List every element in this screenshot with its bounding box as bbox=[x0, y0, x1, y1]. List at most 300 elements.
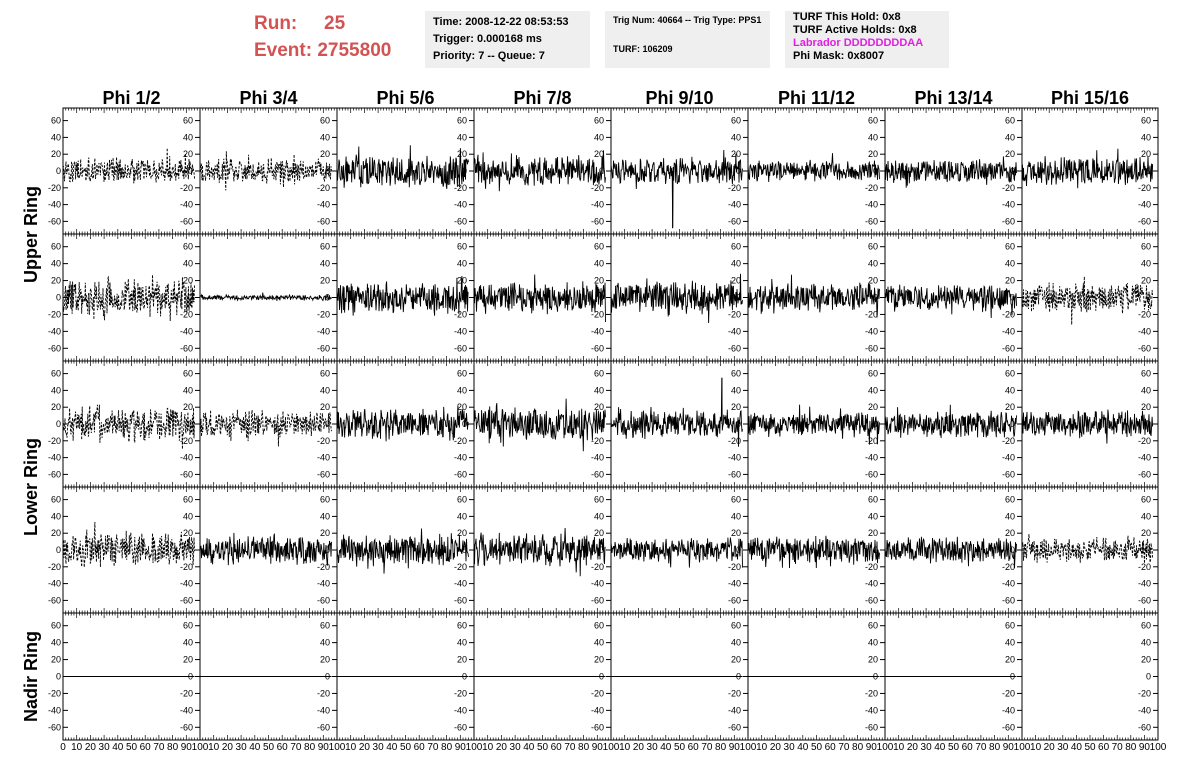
x-tick-label: 40 bbox=[112, 742, 124, 753]
y-tick-label: 40 bbox=[1140, 132, 1151, 143]
y-tick-label: -40 bbox=[179, 326, 193, 337]
x-tick-label: 100 bbox=[191, 742, 209, 753]
y-tick-label: 0 bbox=[324, 545, 330, 555]
y-tick-label: -60 bbox=[47, 343, 61, 354]
y-tick-label: 0 bbox=[1145, 545, 1151, 555]
y-tick-label: 40 bbox=[1140, 511, 1151, 522]
turf-active-holds-text: TURF Active Holds: 0x8 bbox=[793, 24, 917, 36]
waveform-trace bbox=[200, 293, 332, 301]
x-tick-label: 70 bbox=[564, 742, 576, 753]
y-tick-label: 40 bbox=[593, 132, 604, 143]
y-tick-label: 0 bbox=[461, 545, 467, 555]
y-tick-label: -20 bbox=[453, 435, 467, 446]
waveform-trace bbox=[63, 148, 195, 183]
y-tick-label: 20 bbox=[1140, 402, 1151, 413]
y-tick-label: 40 bbox=[50, 637, 61, 648]
y-tick-label: -20 bbox=[47, 182, 61, 193]
y-tick-label: 40 bbox=[50, 258, 61, 269]
x-tick-label: 70 bbox=[975, 742, 987, 753]
y-tick-label: -40 bbox=[727, 326, 741, 337]
y-tick-label: -20 bbox=[727, 309, 741, 320]
y-tick-label: 20 bbox=[319, 149, 330, 160]
y-tick-label: 60 bbox=[867, 115, 878, 126]
x-tick-label: 100 bbox=[739, 742, 757, 753]
y-tick-label: -60 bbox=[590, 216, 604, 227]
waveform-trace bbox=[611, 538, 743, 568]
y-tick-label: -40 bbox=[864, 199, 878, 210]
y-tick-label: 40 bbox=[1004, 385, 1015, 396]
y-tick-label: -60 bbox=[864, 343, 878, 354]
x-tick-label: 40 bbox=[797, 742, 809, 753]
y-tick-label: 20 bbox=[1140, 528, 1151, 539]
waveform-trace bbox=[885, 156, 1017, 187]
y-tick-label: -40 bbox=[590, 452, 604, 463]
waveform-trace bbox=[1022, 410, 1153, 444]
waveform-trace bbox=[474, 275, 606, 323]
x-tick-label: 90 bbox=[317, 742, 329, 753]
column-title-8: Phi 15/16 bbox=[1050, 88, 1130, 108]
y-tick-label: 60 bbox=[1140, 494, 1151, 505]
y-tick-label: -60 bbox=[316, 595, 330, 606]
waveform-trace bbox=[611, 274, 743, 323]
y-tick-label: -60 bbox=[1137, 595, 1151, 606]
y-tick-label: -40 bbox=[179, 199, 193, 210]
y-tick-label: 40 bbox=[182, 637, 193, 648]
y-tick-label: -20 bbox=[47, 309, 61, 320]
y-tick-label: -20 bbox=[1001, 435, 1015, 446]
waveform-trace bbox=[1022, 149, 1153, 189]
x-tick-label: 50 bbox=[399, 742, 412, 753]
x-tick-label: 50 bbox=[125, 742, 138, 753]
y-tick-label: -60 bbox=[47, 469, 61, 480]
y-tick-label: 0 bbox=[187, 419, 193, 429]
y-tick-label: -60 bbox=[864, 722, 878, 733]
y-tick-label: 40 bbox=[593, 511, 604, 522]
y-tick-label: -20 bbox=[1137, 435, 1151, 446]
x-tick-label: 20 bbox=[1043, 742, 1055, 753]
y-tick-label: -60 bbox=[453, 469, 467, 480]
y-tick-label: 40 bbox=[730, 637, 741, 648]
x-tick-label: 10 bbox=[756, 742, 768, 753]
y-tick-label: -60 bbox=[864, 469, 878, 480]
x-tick-label: 20 bbox=[84, 742, 96, 753]
y-tick-label: 40 bbox=[730, 132, 741, 143]
y-tick-label: -20 bbox=[590, 561, 604, 572]
y-tick-label: 60 bbox=[50, 494, 61, 505]
y-tick-label: -20 bbox=[316, 688, 330, 699]
y-tick-label: 0 bbox=[735, 166, 741, 176]
y-tick-label: 20 bbox=[456, 654, 467, 665]
x-tick-label: 100 bbox=[465, 742, 483, 753]
y-tick-label: 40 bbox=[1004, 132, 1015, 143]
y-tick-label: -40 bbox=[179, 705, 193, 716]
y-tick-label: 60 bbox=[319, 368, 330, 379]
y-tick-label: -20 bbox=[727, 561, 741, 572]
y-tick-label: 60 bbox=[1140, 620, 1151, 631]
y-tick-label: 20 bbox=[730, 528, 741, 539]
y-tick-label: 40 bbox=[593, 637, 604, 648]
x-tick-label: 90 bbox=[728, 742, 740, 753]
y-tick-label: 0 bbox=[735, 419, 741, 429]
y-tick-label: -60 bbox=[47, 595, 61, 606]
x-tick-label: 70 bbox=[838, 742, 850, 753]
panel-frame bbox=[1022, 613, 1158, 740]
y-tick-label: 40 bbox=[730, 258, 741, 269]
y-tick-label: -40 bbox=[1001, 199, 1015, 210]
y-tick-label: -60 bbox=[590, 343, 604, 354]
x-tick-label: 10 bbox=[345, 742, 357, 753]
y-tick-label: 20 bbox=[593, 528, 604, 539]
y-tick-label: -20 bbox=[1001, 561, 1015, 572]
y-tick-label: -40 bbox=[179, 578, 193, 589]
y-tick-label: 20 bbox=[182, 149, 193, 160]
x-tick-label: 80 bbox=[989, 742, 1001, 753]
x-tick-label: 50 bbox=[1084, 742, 1096, 753]
y-tick-label: 60 bbox=[730, 368, 741, 379]
y-tick-label: -40 bbox=[316, 705, 330, 716]
y-tick-label: -20 bbox=[864, 561, 878, 572]
y-tick-label: 0 bbox=[1009, 292, 1015, 303]
x-tick-label: 10 bbox=[71, 742, 83, 753]
y-tick-label: 0 bbox=[324, 292, 330, 303]
run-label: Run: bbox=[254, 13, 298, 34]
x-tick-label: 30 bbox=[646, 742, 658, 753]
y-tick-label: 0 bbox=[598, 671, 604, 682]
x-tick-label: 80 bbox=[578, 742, 590, 753]
y-tick-label: 0 bbox=[598, 419, 604, 429]
y-tick-label: -20 bbox=[590, 688, 604, 699]
y-tick-label: -60 bbox=[727, 469, 741, 480]
x-tick-label: 60 bbox=[687, 742, 699, 753]
column-title-1: Phi 1/2 bbox=[102, 88, 161, 108]
y-tick-label: -60 bbox=[453, 595, 467, 606]
y-tick-label: 20 bbox=[730, 149, 741, 160]
y-tick-label: 20 bbox=[319, 275, 330, 286]
y-tick-label: 40 bbox=[319, 637, 330, 648]
x-tick-label: 90 bbox=[454, 742, 466, 753]
y-tick-label: 20 bbox=[593, 654, 604, 665]
turf-this-hold-text: TURF This Hold: 0x8 bbox=[793, 11, 901, 23]
y-tick-label: -40 bbox=[1137, 452, 1151, 463]
y-tick-label: 60 bbox=[867, 620, 878, 631]
y-tick-label: 40 bbox=[867, 258, 878, 269]
labrador-text: Labrador DDDDDDDDAA bbox=[793, 37, 924, 49]
y-tick-label: -40 bbox=[864, 452, 878, 463]
y-tick-label: -40 bbox=[316, 452, 330, 463]
waveform-trace bbox=[200, 533, 332, 566]
y-tick-label: 40 bbox=[1140, 385, 1151, 396]
x-tick-label: 50 bbox=[262, 742, 275, 753]
y-tick-label: 60 bbox=[1004, 115, 1015, 126]
y-tick-label: -40 bbox=[453, 452, 467, 463]
column-title-5: Phi 9/10 bbox=[645, 88, 714, 108]
y-tick-label: -20 bbox=[453, 561, 467, 572]
y-tick-label: 20 bbox=[50, 402, 61, 413]
y-tick-label: -20 bbox=[1137, 309, 1151, 320]
y-tick-label: 60 bbox=[593, 368, 604, 379]
y-tick-label: -20 bbox=[179, 182, 193, 193]
x-tick-label: 80 bbox=[852, 742, 864, 753]
x-tick-label: 50 bbox=[673, 742, 686, 753]
y-tick-label: 60 bbox=[1004, 241, 1015, 252]
y-tick-label: 40 bbox=[50, 385, 61, 396]
y-tick-label: -20 bbox=[727, 182, 741, 193]
y-tick-label: 40 bbox=[456, 511, 467, 522]
y-tick-label: -60 bbox=[453, 216, 467, 227]
y-tick-label: -20 bbox=[864, 435, 878, 446]
priority-text: Priority: 7 -- Queue: 7 bbox=[433, 50, 545, 62]
y-tick-label: -60 bbox=[864, 216, 878, 227]
y-tick-label: 0 bbox=[1009, 166, 1015, 176]
y-tick-label: 0 bbox=[598, 545, 604, 555]
y-tick-label: 60 bbox=[593, 494, 604, 505]
waveform-trace bbox=[748, 153, 880, 182]
y-tick-label: 40 bbox=[1004, 258, 1015, 269]
y-tick-label: 60 bbox=[319, 620, 330, 631]
y-tick-label: -60 bbox=[727, 216, 741, 227]
y-tick-label: -40 bbox=[47, 199, 61, 210]
y-tick-label: 60 bbox=[1004, 620, 1015, 631]
y-tick-label: -60 bbox=[590, 469, 604, 480]
y-tick-label: -60 bbox=[453, 722, 467, 733]
y-tick-label: 20 bbox=[319, 654, 330, 665]
y-tick-label: -40 bbox=[179, 452, 193, 463]
y-tick-label: 40 bbox=[593, 258, 604, 269]
x-tick-label: 80 bbox=[715, 742, 727, 753]
y-tick-label: 0 bbox=[1145, 292, 1151, 303]
y-tick-label: -20 bbox=[1001, 182, 1015, 193]
y-tick-label: 0 bbox=[598, 166, 604, 176]
y-tick-label: 40 bbox=[50, 511, 61, 522]
y-tick-label: 40 bbox=[730, 511, 741, 522]
y-tick-label: -20 bbox=[590, 309, 604, 320]
y-tick-label: -40 bbox=[1137, 326, 1151, 337]
y-tick-label: 0 bbox=[187, 292, 193, 303]
y-tick-label: -20 bbox=[179, 309, 193, 320]
x-tick-label: 90 bbox=[1002, 742, 1014, 753]
y-tick-label: 60 bbox=[182, 241, 193, 252]
y-tick-label: -40 bbox=[1001, 452, 1015, 463]
panel-frame bbox=[63, 361, 200, 487]
y-tick-label: 40 bbox=[1140, 637, 1151, 648]
y-tick-label: -60 bbox=[316, 722, 330, 733]
y-tick-label: -40 bbox=[590, 326, 604, 337]
y-tick-label: 0 bbox=[872, 292, 878, 303]
x-tick-label: 90 bbox=[1138, 742, 1150, 753]
y-tick-label: 40 bbox=[1004, 511, 1015, 522]
x-tick-label: 100 bbox=[602, 742, 620, 753]
x-tick-label: 50 bbox=[947, 742, 960, 753]
y-tick-label: -20 bbox=[864, 182, 878, 193]
y-tick-label: -20 bbox=[179, 561, 193, 572]
x-tick-label: 30 bbox=[372, 742, 384, 753]
y-tick-label: 0 bbox=[55, 545, 61, 555]
y-tick-label: 20 bbox=[730, 654, 741, 665]
y-tick-label: 0 bbox=[872, 545, 878, 555]
x-tick-label: 80 bbox=[1125, 742, 1137, 753]
y-tick-label: 0 bbox=[1009, 419, 1015, 429]
y-tick-label: -20 bbox=[727, 688, 741, 699]
y-tick-label: 20 bbox=[730, 402, 741, 413]
y-tick-label: 60 bbox=[1004, 368, 1015, 379]
x-tick-label: 60 bbox=[276, 742, 288, 753]
y-tick-label: 20 bbox=[182, 275, 193, 286]
y-tick-label: 20 bbox=[319, 402, 330, 413]
y-tick-label: -40 bbox=[47, 578, 61, 589]
x-tick-label: 10 bbox=[1030, 742, 1042, 753]
y-tick-label: 60 bbox=[182, 368, 193, 379]
y-tick-label: 60 bbox=[593, 241, 604, 252]
y-tick-label: 60 bbox=[730, 494, 741, 505]
y-tick-label: 20 bbox=[1140, 275, 1151, 286]
y-tick-label: 60 bbox=[867, 368, 878, 379]
y-tick-label: 40 bbox=[867, 637, 878, 648]
y-tick-label: -40 bbox=[727, 705, 741, 716]
y-tick-label: 60 bbox=[456, 620, 467, 631]
y-tick-label: -20 bbox=[864, 688, 878, 699]
y-tick-label: 0 bbox=[872, 419, 878, 429]
y-tick-label: 0 bbox=[461, 166, 467, 176]
y-tick-label: 40 bbox=[1140, 258, 1151, 269]
y-tick-label: -60 bbox=[1137, 722, 1151, 733]
y-tick-label: 60 bbox=[456, 241, 467, 252]
waveform-trace bbox=[474, 150, 606, 191]
x-tick-label: 100 bbox=[876, 742, 894, 753]
y-tick-label: -40 bbox=[1001, 705, 1015, 716]
turf-text: TURF: 106209 bbox=[613, 44, 673, 54]
y-tick-label: 60 bbox=[182, 115, 193, 126]
y-tick-label: -60 bbox=[727, 595, 741, 606]
y-tick-label: 20 bbox=[867, 402, 878, 413]
y-tick-label: -60 bbox=[316, 343, 330, 354]
column-title-7: Phi 13/14 bbox=[914, 88, 993, 108]
y-tick-label: -60 bbox=[1137, 469, 1151, 480]
waveform-trace bbox=[200, 410, 332, 447]
x-tick-label: 20 bbox=[358, 742, 370, 753]
y-tick-label: -20 bbox=[590, 182, 604, 193]
y-tick-label: 20 bbox=[456, 275, 467, 286]
y-tick-label: 0 bbox=[735, 292, 741, 303]
x-tick-label: 80 bbox=[167, 742, 179, 753]
x-tick-label: 70 bbox=[290, 742, 302, 753]
y-tick-label: 20 bbox=[50, 654, 61, 665]
x-tick-label: 40 bbox=[660, 742, 672, 753]
y-tick-label: 60 bbox=[319, 494, 330, 505]
y-tick-label: -20 bbox=[316, 182, 330, 193]
y-tick-label: 0 bbox=[461, 292, 467, 303]
waveform-trace bbox=[748, 405, 880, 445]
waveform-trace bbox=[1022, 534, 1153, 563]
y-tick-label: -40 bbox=[727, 452, 741, 463]
y-tick-label: -40 bbox=[453, 199, 467, 210]
y-tick-label: -60 bbox=[864, 595, 878, 606]
y-tick-label: -40 bbox=[316, 326, 330, 337]
waveform-trace bbox=[748, 536, 880, 568]
x-tick-label: 40 bbox=[386, 742, 398, 753]
x-tick-label: 10 bbox=[619, 742, 631, 753]
y-tick-label: -40 bbox=[453, 326, 467, 337]
y-tick-label: 0 bbox=[55, 292, 61, 303]
column-title-3: Phi 5/6 bbox=[376, 88, 435, 108]
x-tick-label: 70 bbox=[1111, 742, 1123, 753]
y-tick-label: 40 bbox=[182, 258, 193, 269]
phi-mask-text: Phi Mask: 0x8007 bbox=[793, 50, 885, 62]
x-tick-label: 40 bbox=[523, 742, 535, 753]
y-tick-label: 60 bbox=[730, 241, 741, 252]
y-tick-label: -60 bbox=[1001, 722, 1015, 733]
x-tick-label: 10 bbox=[893, 742, 905, 753]
y-tick-label: -20 bbox=[179, 688, 193, 699]
trigger-text: Trigger: 0.000168 ms bbox=[433, 33, 542, 45]
y-tick-label: 20 bbox=[1140, 654, 1151, 665]
y-tick-label: -60 bbox=[179, 469, 193, 480]
y-tick-label: 0 bbox=[324, 419, 330, 429]
y-tick-label: 0 bbox=[598, 292, 604, 303]
y-tick-label: 20 bbox=[50, 275, 61, 286]
x-tick-label: 100 bbox=[328, 742, 346, 753]
waveform-trace bbox=[337, 529, 469, 574]
y-tick-label: -40 bbox=[1001, 326, 1015, 337]
x-tick-label: 30 bbox=[783, 742, 795, 753]
event-value: 2755800 bbox=[317, 40, 392, 61]
y-tick-label: 60 bbox=[456, 368, 467, 379]
y-tick-label: -40 bbox=[590, 705, 604, 716]
y-tick-label: -60 bbox=[590, 595, 604, 606]
y-tick-label: 20 bbox=[867, 149, 878, 160]
y-tick-label: 60 bbox=[50, 620, 61, 631]
y-tick-label: 20 bbox=[730, 275, 741, 286]
y-tick-label: 40 bbox=[319, 132, 330, 143]
x-tick-label: 70 bbox=[427, 742, 439, 753]
y-tick-label: 20 bbox=[182, 402, 193, 413]
y-tick-label: -40 bbox=[864, 578, 878, 589]
x-tick-label: 30 bbox=[98, 742, 110, 753]
x-tick-label: 40 bbox=[249, 742, 261, 753]
y-tick-label: 60 bbox=[1140, 115, 1151, 126]
y-tick-label: -20 bbox=[47, 688, 61, 699]
y-tick-label: 60 bbox=[319, 241, 330, 252]
y-tick-label: -40 bbox=[47, 705, 61, 716]
x-tick-label: 60 bbox=[413, 742, 425, 753]
y-tick-label: 0 bbox=[55, 419, 61, 429]
y-tick-label: 0 bbox=[872, 166, 878, 176]
y-tick-label: -40 bbox=[590, 578, 604, 589]
y-tick-label: -40 bbox=[316, 199, 330, 210]
y-tick-label: -40 bbox=[47, 452, 61, 463]
y-tick-label: 40 bbox=[867, 385, 878, 396]
y-tick-label: 20 bbox=[182, 528, 193, 539]
y-tick-label: 20 bbox=[867, 654, 878, 665]
x-tick-label: 70 bbox=[701, 742, 713, 753]
y-tick-label: -20 bbox=[864, 309, 878, 320]
waveform-trace bbox=[200, 151, 332, 190]
y-tick-label: 60 bbox=[1004, 494, 1015, 505]
waveform-trace bbox=[1022, 277, 1153, 325]
y-tick-label: -20 bbox=[453, 688, 467, 699]
waveform-trace bbox=[337, 145, 469, 189]
y-tick-label: -20 bbox=[316, 561, 330, 572]
x-tick-label: 10 bbox=[482, 742, 494, 753]
y-tick-label: 60 bbox=[867, 241, 878, 252]
y-tick-label: 60 bbox=[182, 620, 193, 631]
x-tick-label: 30 bbox=[1057, 742, 1069, 753]
y-tick-label: 40 bbox=[319, 258, 330, 269]
waveform-trace bbox=[885, 285, 1017, 318]
y-tick-label: 0 bbox=[735, 671, 741, 682]
y-tick-label: 20 bbox=[1004, 528, 1015, 539]
y-tick-label: 0 bbox=[187, 671, 193, 682]
event-label: Event: bbox=[254, 40, 313, 61]
